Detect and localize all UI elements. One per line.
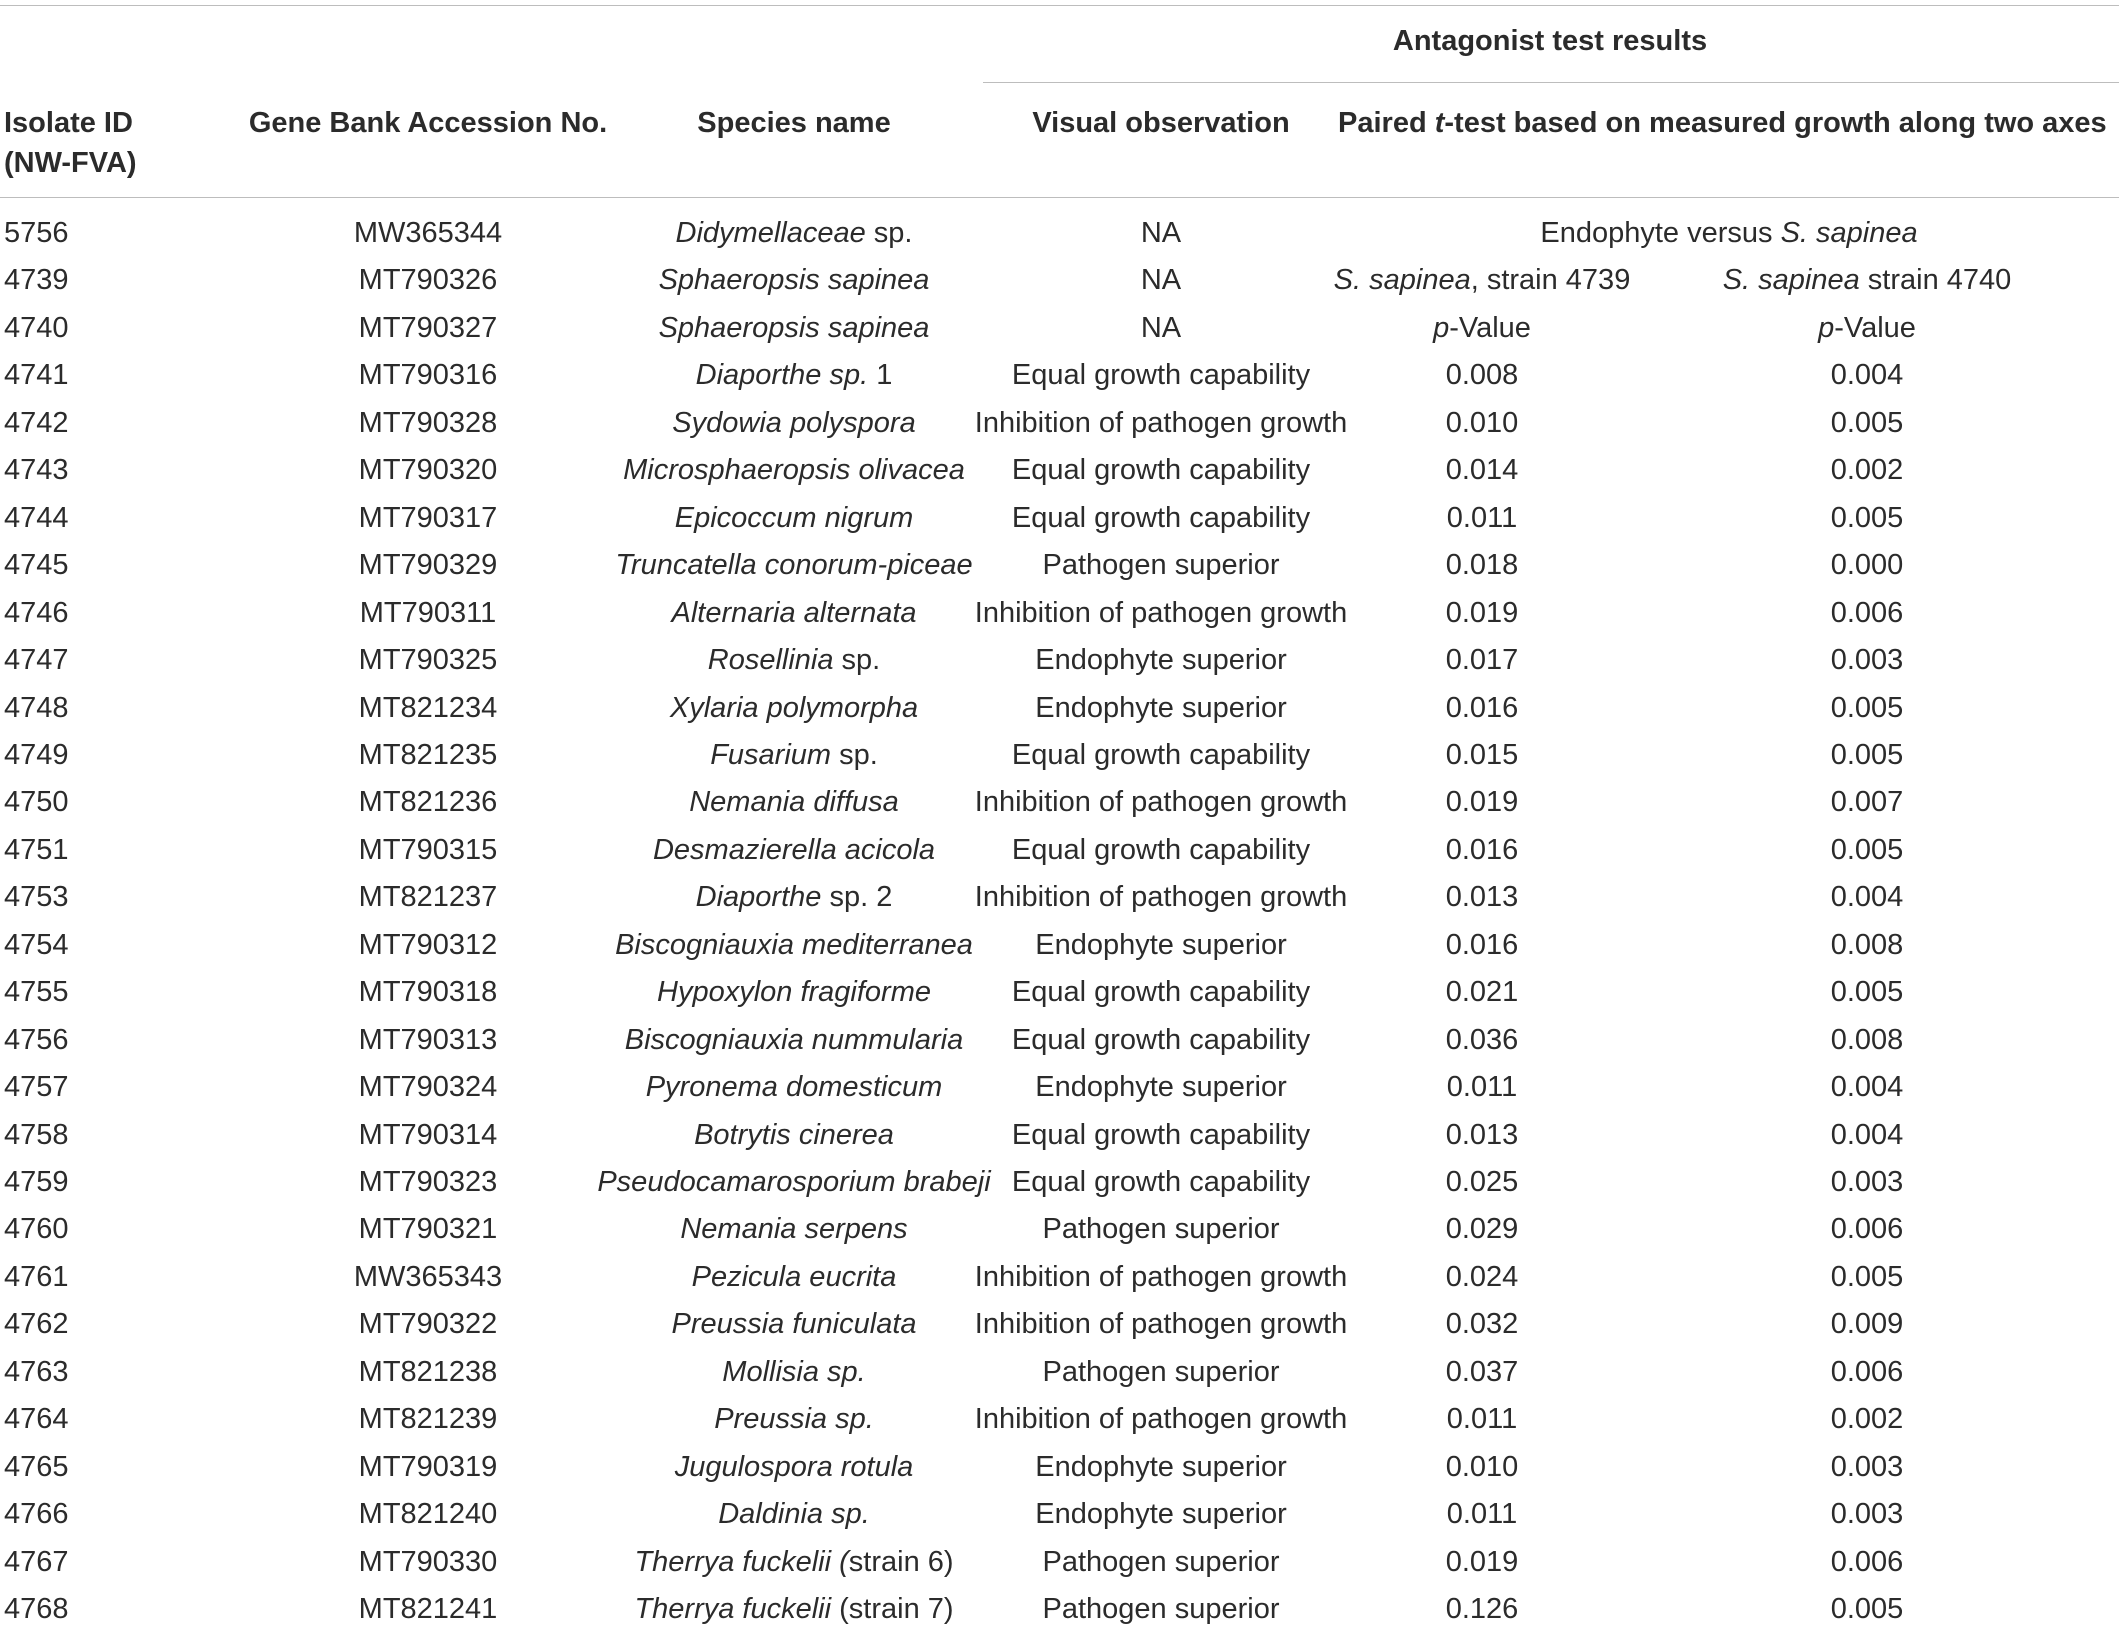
- p-value-4740-cell: 0.008: [1830, 928, 1904, 961]
- text: strain 6): [848, 1545, 954, 1578]
- isolate-id-cell: 4757: [4, 1071, 69, 1104]
- col-header-isolate: [4, 103, 137, 183]
- visual-observation-cell: Inhibition of pathogen growth: [974, 1403, 1348, 1436]
- isolate-id-cell: 4745: [4, 549, 69, 582]
- italic-text: Rosellinia: [707, 644, 834, 677]
- visual-observation-cell: Pathogen superior: [1042, 1545, 1280, 1578]
- accession-cell: MT790321: [358, 1213, 498, 1246]
- col-header-genbank: Gene Bank Accession No.: [248, 107, 608, 139]
- accession-cell: MT790330: [358, 1545, 498, 1578]
- accession-cell: MT790324: [358, 1071, 498, 1104]
- italic-text: S. sapinea: [1722, 264, 1860, 297]
- italic-text: Alternaria alternata: [671, 596, 917, 629]
- species-cell: [675, 1449, 914, 1485]
- visual-observation-cell: NA: [1140, 217, 1182, 249]
- italic-text: Diaporthe sp.: [695, 359, 869, 392]
- accession-cell: MW365343: [353, 1260, 503, 1293]
- ttest-post: -test based on measured growth along two axes: [1444, 107, 2107, 139]
- accession-cell: MT821239: [358, 1403, 498, 1436]
- visual-observation-cell: Endophyte superior: [1035, 1450, 1287, 1483]
- isolate-id-cell: 4754: [4, 928, 69, 961]
- strain-4739-subheader: [1334, 262, 1631, 298]
- accession-cell: MW365344: [353, 217, 503, 249]
- species-cell: [653, 832, 935, 868]
- italic-text: Fusarium: [710, 738, 832, 771]
- p-value-4739-cell: 0.016: [1445, 691, 1519, 724]
- text: -Value: [1449, 311, 1531, 344]
- accession-cell: MT821240: [358, 1498, 498, 1531]
- visual-observation-cell: Equal growth capability: [1011, 1166, 1311, 1198]
- isolate-id-cell: 4765: [4, 1450, 69, 1483]
- accession-cell: MT790328: [358, 406, 498, 439]
- p-value-4739-cell: 0.032: [1445, 1308, 1519, 1341]
- p-value-4740-cell: 0.005: [1830, 691, 1904, 724]
- p-value-4740-cell: 0.005: [1830, 833, 1904, 866]
- visual-observation-cell: Pathogen superior: [1042, 1593, 1280, 1626]
- p-value-4740-cell: 0.003: [1830, 1166, 1904, 1198]
- isolate-id-cell: 4766: [4, 1498, 69, 1531]
- visual-observation-cell: Pathogen superior: [1042, 1213, 1280, 1246]
- visual-observation-cell: Pathogen superior: [1042, 549, 1280, 582]
- italic-text: Sphaeropsis sapinea: [658, 311, 930, 344]
- p-value-4740-cell: 0.004: [1830, 881, 1904, 914]
- italic-text: Biscogniauxia mediterranea: [615, 928, 973, 961]
- p-value-4739-cell: 0.011: [1446, 1498, 1518, 1531]
- visual-observation-cell: Inhibition of pathogen growth: [974, 406, 1348, 439]
- p-value-4739-cell: 0.025: [1445, 1166, 1519, 1198]
- species-cell: [659, 310, 930, 346]
- species-cell: [676, 215, 913, 251]
- visual-observation-cell: NA: [1140, 311, 1182, 344]
- italic-text: Jugulospora rotula: [674, 1450, 914, 1483]
- isolate-id-cell: 4744: [4, 501, 69, 534]
- isolate-id-cell: 4742: [4, 406, 69, 439]
- p-value-4740-cell: 0.005: [1830, 406, 1904, 439]
- p-value-4739-cell: 0.021: [1445, 976, 1519, 1009]
- text: strain 4740: [1859, 264, 2012, 297]
- italic-text: Pyronema domesticum: [645, 1071, 943, 1104]
- text: 1: [868, 359, 893, 392]
- visual-observation-cell: Equal growth capability: [1011, 833, 1311, 866]
- accession-cell: MT821236: [358, 786, 498, 819]
- isolate-id-cell: 4740: [4, 311, 69, 344]
- visual-observation-cell: Endophyte superior: [1035, 1071, 1287, 1104]
- p-value-4740-cell: 0.009: [1830, 1308, 1904, 1341]
- visual-observation-cell: Equal growth capability: [1011, 1023, 1311, 1056]
- col-header-isolate-line2: (NW-FVA): [4, 147, 137, 179]
- accession-cell: MT790327: [358, 311, 498, 344]
- p-value-4739-cell: 0.018: [1445, 549, 1519, 582]
- p-value-4739-cell: 0.019: [1445, 786, 1519, 819]
- species-cell: [625, 1022, 964, 1058]
- species-cell: [671, 595, 916, 631]
- italic-text: Epicoccum nigrum: [674, 501, 914, 534]
- strain-4740-subheader: [1723, 262, 2012, 298]
- visual-observation-cell: NA: [1140, 264, 1182, 297]
- p-value-4740-cell: 0.003: [1830, 1498, 1904, 1531]
- p-value-4740-cell: 0.002: [1830, 1403, 1904, 1436]
- italic-text: Pseudocamarosporium brabeji: [597, 1166, 991, 1198]
- italic-text: Botrytis cinerea: [694, 1118, 894, 1151]
- italic-text: Preussia sp.: [714, 1403, 874, 1436]
- accession-cell: MT790319: [358, 1450, 498, 1483]
- species-cell: [708, 642, 880, 678]
- group-header: Antagonist test results: [1392, 25, 1708, 57]
- col-header-species: Species name: [697, 107, 891, 139]
- italic-text: Diaporthe: [695, 881, 822, 914]
- isolate-id-cell: 4759: [4, 1166, 69, 1198]
- isolate-id-cell: 4749: [4, 738, 69, 771]
- accession-cell: MT790311: [359, 596, 497, 629]
- isolate-id-cell: 4741: [4, 359, 69, 392]
- p-value-4739-cell: 0.015: [1445, 738, 1519, 771]
- visual-observation-cell: Inhibition of pathogen growth: [974, 881, 1348, 914]
- p-value-4740-cell: 0.004: [1830, 1118, 1904, 1151]
- p-value-4740-cell: 0.003: [1830, 644, 1904, 677]
- species-cell: [634, 1544, 953, 1580]
- accession-cell: MT790313: [358, 1023, 498, 1056]
- italic-text: Didymellaceae: [675, 217, 866, 249]
- p-value-4739-cell: 0.013: [1445, 881, 1519, 914]
- text: sp.: [831, 738, 878, 771]
- italic-text: Desmazierella acicola: [652, 833, 936, 866]
- species-cell: [623, 452, 965, 488]
- visual-observation-cell: Inhibition of pathogen growth: [974, 1308, 1348, 1341]
- accession-cell: MT790323: [358, 1166, 498, 1198]
- text: -Value: [1834, 311, 1916, 344]
- visual-observation-cell: Pathogen superior: [1042, 1355, 1280, 1388]
- italic-text: Mollisia sp.: [722, 1355, 866, 1388]
- group-underline: [983, 82, 2119, 83]
- species-cell: [657, 974, 931, 1010]
- p-value-4740-cell: 0.000: [1830, 549, 1904, 582]
- visual-observation-cell: Endophyte superior: [1035, 691, 1287, 724]
- italic-text: Hypoxylon fragiforme: [657, 976, 931, 1009]
- italic-text: Preussia funiculata: [671, 1308, 917, 1341]
- p-value-4739-cell: 0.011: [1446, 1071, 1518, 1104]
- italic-text: p: [1818, 311, 1835, 344]
- p-value-4739-cell: 0.019: [1445, 1545, 1519, 1578]
- p-value-4739-cell: 0.036: [1445, 1023, 1519, 1056]
- italic-text: Microsphaeropsis olivacea: [623, 454, 965, 487]
- top-rule: [0, 5, 2119, 6]
- col-header-ttest: [1338, 103, 2107, 143]
- isolate-id-cell: 4751: [4, 833, 69, 866]
- species-cell: [615, 927, 973, 963]
- p-value-4740-cell: 0.008: [1830, 1023, 1904, 1056]
- isolate-id-cell: 4746: [4, 596, 69, 629]
- p-value-4740-cell: 0.004: [1830, 1071, 1904, 1104]
- col-header-isolate-line1: Isolate ID: [4, 107, 133, 139]
- visual-observation-cell: Endophyte superior: [1035, 644, 1287, 677]
- italic-text: Sphaeropsis sapinea: [658, 264, 930, 297]
- p-value-4740-cell: 0.004: [1830, 359, 1904, 392]
- visual-observation-cell: Equal growth capability: [1011, 501, 1311, 534]
- species-cell: [714, 1401, 874, 1437]
- accession-cell: MT790312: [358, 928, 498, 961]
- species-cell: [718, 1496, 870, 1532]
- isolate-id-cell: 4748: [4, 691, 69, 724]
- p-value-4740-cell: 0.005: [1830, 1593, 1904, 1626]
- p-value-4740-cell: 0.005: [1830, 501, 1904, 534]
- p-value-4739-cell: 0.014: [1445, 454, 1519, 487]
- p-value-4739-cell: 0.011: [1446, 1403, 1518, 1436]
- p-value-4739-cell: 0.013: [1445, 1118, 1519, 1151]
- species-cell: [680, 1211, 907, 1247]
- species-cell: [689, 784, 899, 820]
- p-value-4739-cell: 0.024: [1445, 1260, 1519, 1293]
- visual-observation-cell: Equal growth capability: [1011, 976, 1311, 1009]
- species-cell: [646, 1069, 943, 1105]
- species-cell: [694, 1117, 894, 1153]
- visual-observation-cell: Inhibition of pathogen growth: [974, 596, 1348, 629]
- accession-cell: MT821237: [358, 881, 498, 914]
- p-value-4740-cell: 0.006: [1830, 596, 1904, 629]
- visual-observation-cell: Endophyte superior: [1035, 1498, 1287, 1531]
- accession-cell: MT790325: [358, 644, 498, 677]
- isolate-id-cell: 4767: [4, 1545, 69, 1578]
- p-value-4740-cell: 0.005: [1830, 1260, 1904, 1293]
- isolate-id-cell: 4753: [4, 881, 69, 914]
- p-value-4739-cell: 0.029: [1445, 1213, 1519, 1246]
- isolate-id-cell: 4750: [4, 786, 69, 819]
- accession-cell: MT790315: [358, 833, 498, 866]
- italic-text: Nemania serpens: [680, 1213, 908, 1246]
- p-value-4740-cell: 0.007: [1830, 786, 1904, 819]
- p-value-4740-cell: 0.006: [1830, 1355, 1904, 1388]
- text: (strain 7): [831, 1593, 954, 1626]
- accession-cell: MT790322: [358, 1308, 498, 1341]
- accession-cell: MT790329: [358, 549, 498, 582]
- ttest-pre: Paired: [1338, 107, 1435, 139]
- isolate-id-cell: 4762: [4, 1308, 69, 1341]
- species-cell: [696, 357, 893, 393]
- italic-text: p: [1433, 311, 1450, 344]
- accession-cell: MT790318: [358, 976, 498, 1009]
- italic-text: S. sapinea: [1780, 217, 1918, 249]
- italic-text: Sydowia polyspora: [672, 406, 916, 439]
- isolate-id-cell: 4768: [4, 1593, 69, 1626]
- text: , strain 4739: [1470, 264, 1631, 297]
- p-value-4739-cell: 0.016: [1445, 833, 1519, 866]
- text: sp.: [833, 644, 881, 677]
- accession-cell: MT821238: [358, 1355, 498, 1388]
- italic-text: Therrya fuckelii: [634, 1593, 832, 1626]
- species-cell: [634, 1591, 953, 1627]
- p-value-subheader: [1433, 310, 1531, 346]
- isolate-id-cell: 4758: [4, 1118, 69, 1151]
- species-cell: [597, 1164, 990, 1200]
- p-value-4740-cell: 0.003: [1830, 1450, 1904, 1483]
- p-value-4739-cell: 0.126: [1445, 1593, 1519, 1626]
- italic-text: Truncatella conorum-piceae: [615, 549, 973, 582]
- italic-text: Pezicula eucrita: [691, 1260, 897, 1293]
- accession-cell: MT790326: [358, 264, 498, 297]
- p-value-4739-cell: 0.011: [1446, 501, 1518, 534]
- visual-observation-cell: Equal growth capability: [1011, 454, 1311, 487]
- text: Endophyte versus: [1540, 217, 1781, 249]
- p-value-4740-cell: 0.006: [1830, 1213, 1904, 1246]
- header-rule: [0, 197, 2119, 198]
- visual-observation-cell: Inhibition of pathogen growth: [974, 786, 1348, 819]
- p-value-subheader: [1818, 310, 1916, 346]
- italic-text: Biscogniauxia nummularia: [624, 1023, 964, 1056]
- species-cell: [659, 262, 930, 298]
- accession-cell: MT821234: [358, 691, 498, 724]
- species-cell: [672, 405, 915, 441]
- isolate-id-cell: 4764: [4, 1403, 69, 1436]
- p-value-4740-cell: 0.005: [1830, 738, 1904, 771]
- accession-cell: MT790320: [358, 454, 498, 487]
- italic-text: S. sapinea: [1333, 264, 1471, 297]
- isolate-id-cell: 4760: [4, 1213, 69, 1246]
- species-cell: [710, 737, 878, 773]
- visual-observation-cell: Equal growth capability: [1011, 359, 1311, 392]
- p-value-4739-cell: 0.019: [1445, 596, 1519, 629]
- isolate-id-cell: 4747: [4, 644, 69, 677]
- ttest-t: t: [1434, 107, 1445, 139]
- col-header-visual: Visual observation: [1032, 107, 1290, 139]
- accession-cell: MT790317: [358, 501, 498, 534]
- italic-text: Xylaria polymorpha: [669, 691, 919, 724]
- species-cell: [671, 1306, 916, 1342]
- p-value-4740-cell: 0.005: [1830, 976, 1904, 1009]
- isolate-id-cell: 4756: [4, 1023, 69, 1056]
- isolate-id-cell: 4743: [4, 454, 69, 487]
- species-cell: [722, 1354, 865, 1390]
- isolate-id-cell: 4755: [4, 976, 69, 1009]
- p-value-4739-cell: 0.010: [1445, 1450, 1519, 1483]
- text: sp. 2: [821, 881, 893, 914]
- visual-observation-cell: Endophyte superior: [1035, 928, 1287, 961]
- p-value-4739-cell: 0.037: [1445, 1355, 1519, 1388]
- visual-observation-cell: Equal growth capability: [1011, 1118, 1311, 1151]
- p-value-4739-cell: 0.017: [1445, 644, 1519, 677]
- italic-text: Daldinia sp.: [718, 1498, 870, 1531]
- p-value-4740-cell: 0.006: [1830, 1545, 1904, 1578]
- p-value-4739-cell: 0.010: [1445, 406, 1519, 439]
- accession-cell: MT790316: [358, 359, 498, 392]
- species-cell: [692, 1259, 897, 1295]
- text: sp.: [865, 217, 913, 249]
- p-value-4740-cell: 0.002: [1830, 454, 1904, 487]
- accession-cell: MT790314: [358, 1118, 498, 1151]
- isolate-id-cell: 4761: [4, 1260, 69, 1293]
- p-value-4739-cell: 0.008: [1445, 359, 1519, 392]
- p-value-4739-cell: 0.016: [1445, 928, 1519, 961]
- visual-observation-cell: Inhibition of pathogen growth: [974, 1260, 1348, 1293]
- isolate-id-cell: 4763: [4, 1355, 69, 1388]
- species-cell: [615, 547, 972, 583]
- isolate-id-cell: 5756: [4, 217, 69, 249]
- accession-cell: MT821241: [358, 1593, 498, 1626]
- isolate-id-cell: 4739: [4, 264, 69, 297]
- species-cell: [696, 879, 893, 915]
- italic-text: Therrya fuckelii (: [634, 1545, 849, 1578]
- accession-cell: MT821235: [358, 738, 498, 771]
- visual-observation-cell: Equal growth capability: [1011, 738, 1311, 771]
- italic-text: Nemania diffusa: [689, 786, 899, 819]
- species-cell: [675, 500, 914, 536]
- species-cell: [670, 690, 918, 726]
- endophyte-versus-subheader: [1540, 215, 1917, 251]
